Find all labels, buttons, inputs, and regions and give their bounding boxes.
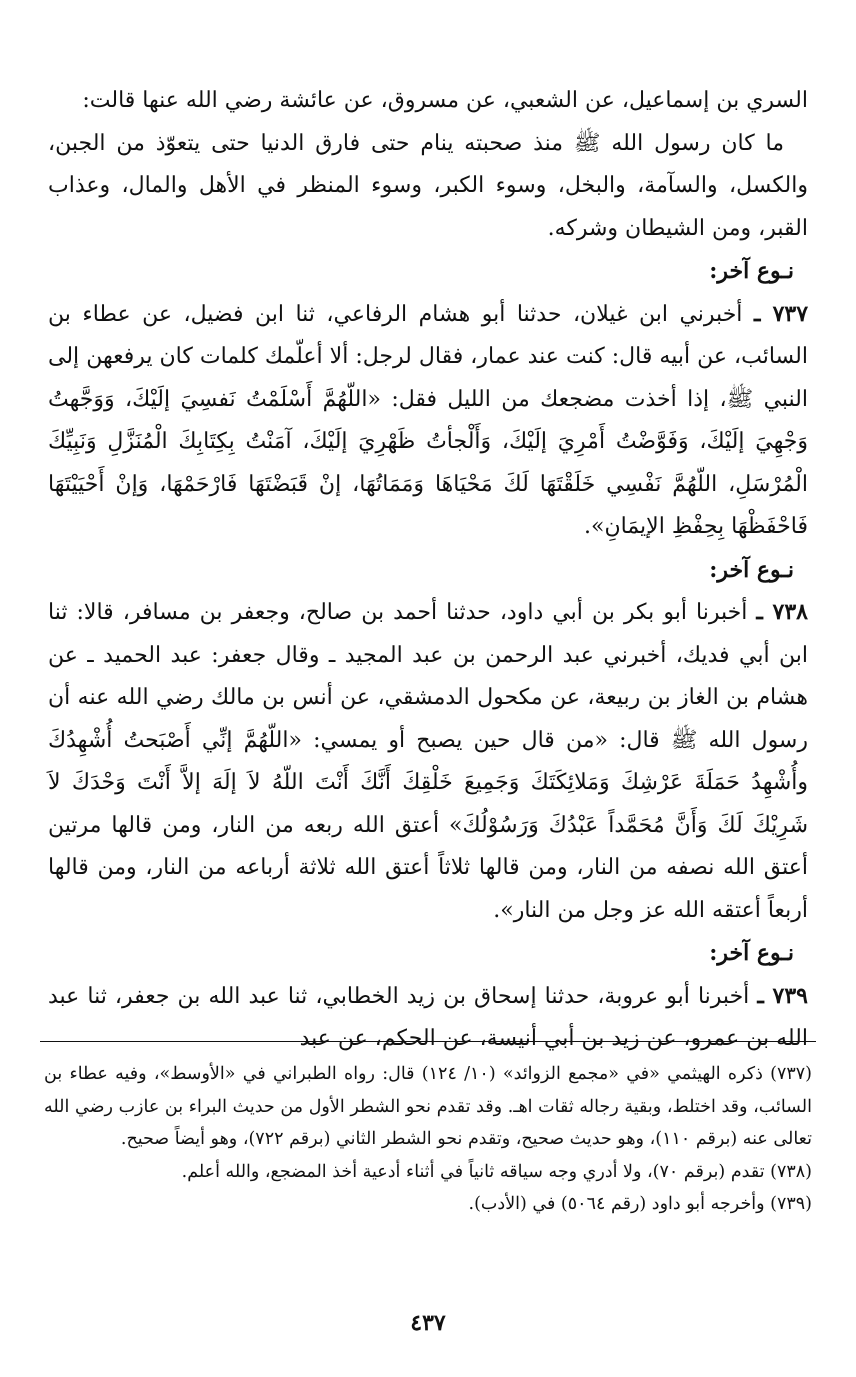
hadith-738-number: ٧٣٨ ـ — [756, 599, 808, 625]
footnote-738: (٧٣٨) تقدم (برقم ٧٠)، ولا أدري وجه سياقه ثانياً في أثناء أدعية أخذ المضجع، والله أعلم. — [181, 1161, 812, 1182]
section-heading-2: نـوع آخر: — [709, 556, 794, 583]
main-text — [48, 80, 808, 1061]
hadith-737-text: أخبرني ابن غيلان، حدثنا أبو هشام الرفاعي، ثنا ابن فضيل، عن عطاء بن السائب، عن أبيه قال: كنت عند عمار، فقال لرجل: ألا أعلّمك كلمات كان يرفعهن إلى النبي ﷺ، إذا أخذت مضجعك من الليل فقل: «اللّهُمَّ أَسْلَمْتُ نَفسِيَ إلَيْكَ، وَوَجَّهتُ وَجْهِيَ إلَيْكَ، وَفَوَّضْتُ أَمْرِيَ إلَيْكَ، وَأَلْجأتُ ظَهْرِيَ إلَيْكَ، آمَنْتُ بِكِتَابِكَ الْمُنَزَّلِ وَنَبِيِّكَ الْمُرْسَلِ، اللّهُمَّ نَفْسِي خَلَقْتَهَا لَكَ مَحْيَاهَا وَمَمَاتُهَا، إنْ قَبَضْتَهَا فَارْحَمْهَا، وَإنْ أَحْيَيْتَهَا فَاحْفَظْهَا بِحِفْظِ الإيمَانِ». — [48, 301, 808, 539]
section-heading-3: نـوع آخر: — [709, 940, 794, 966]
footnote-739: (٧٣٩) وأخرجه أبو داود (رقم ٥٠٦٤) في (الأدب). — [468, 1194, 812, 1214]
hadith-739-number: ٧٣٩ ـ — [757, 982, 808, 1009]
hadith-739 — [48, 975, 808, 1061]
footnotes — [44, 1058, 812, 1221]
hadith-738-text: أخبرنا أبو بكر بن أبي داود، حدثنا أحمد بن صالح، وجعفر بن مسافر، قالا: ثنا ابن أبي فديك، أخبرني عبد الرحمن بن عبد المجيد ـ وقال جعفر: عبد الحميد ـ عن هشام بن الغاز بن ربيعة، عن مكحول الدمشقي، عن أنس بن مالك رضي الله عنه أن رسول الله ﷺ قال: «من قال حين يصبح أو يمسي: «اللّهُمَّ إنِّي أَصْبَحتُ أُشْهِدُكَ وأُشْهِدُ حَمَلَةَ عَرْشِكَ وَمَلائِكَتَكَ وَجَمِيعَ خَلْقِكَ أَنَّكَ أَنْتَ اللّهُ لاَ إلَهَ إلاَّ أَنْتَ وَحْدَكَ لاَ شَرِيْكَ لَكَ وَأَنَّ مُحَمَّداً عَبْدُكَ وَرَسُوْلُكَ» أعتق الله ربعه من النار، ومن قالها مرتين أعتق الله نصفه من النار، ومن قالها ثلاثاً أعتق الله ثلاثة أرباعه من النار، ومن قالها أربعاً أعتقه الله عز وجل من النار». — [48, 600, 808, 923]
hadith-737-number: ٧٣٧ ـ — [753, 300, 809, 327]
hadith-737 — [48, 293, 808, 549]
footnote-separator — [40, 1041, 816, 1042]
section-heading-1: نـوع آخر: — [709, 258, 794, 284]
intro-paragraph: السري بن إسماعيل، عن الشعبي، عن مسروق، عن عائشة رضي الله عنها قالت: — [82, 88, 808, 113]
hadith-739-text: أخبرنا أبو عروبة، حدثنا إسحاق بن زيد الخطابي، ثنا عبد الله بن جعفر، ثنا عبد الله بن عمرو، عن زيد بن أبي أنيسة، عن الحكم، عن عبد — [48, 983, 808, 1051]
footnote-737: (٧٣٧) ذكره الهيثمي «في «مجمع الزوائد» (١٠/ ١٢٤) قال: رواه الطبراني في «الأوسط»، وفيه عطاء بن السائب، وقد اختلط، وبقية رجاله ثقات اهـ. وقد تقدم نحو الشطر الأول من حديث البراء بن عازب رضي الله تعالى عنه (برقم ١١٠)، وهو حديث صحيح، وتقدم نحو الشطر الثاني (برقم ٧٢٢)، وهو أيضاً صحيح. — [44, 1064, 812, 1149]
page-number: ٤٣٧ — [410, 1310, 446, 1336]
hadith-738 — [48, 591, 808, 932]
hadith-text-paragraph: ما كان رسول الله ﷺ منذ صحبته ينام حتى فارق الدنيا حتى يتعوّذ من الجبن، والكسل، والسآمة، والبخل، وسوء الكبر، وسوء المنظر في الأهل والمال، وعذاب القبر، ومن الشيطان وشركه. — [48, 130, 808, 241]
